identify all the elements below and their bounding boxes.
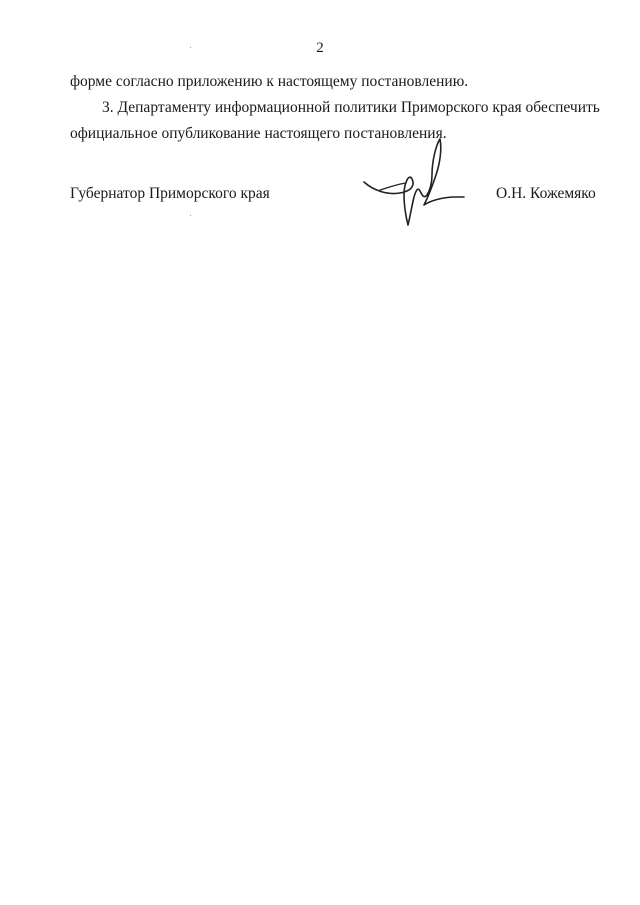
scan-speck: [190, 215, 191, 216]
scan-speck: [190, 47, 191, 48]
body-line-1: форме согласно приложению к настоящему постановлению.: [70, 73, 469, 90]
body-line-3: официальное опубликование настоящего постановления.: [70, 125, 447, 142]
signatory-name: О.Н. Кожемяко: [496, 185, 596, 202]
handwritten-signature: [360, 135, 470, 230]
signatory-title: Губернатор Приморского края: [70, 185, 270, 202]
body-line-2: 3. Департаменту информационной политики Приморского края обеспечить: [102, 99, 600, 116]
page-number: 2: [316, 40, 324, 56]
